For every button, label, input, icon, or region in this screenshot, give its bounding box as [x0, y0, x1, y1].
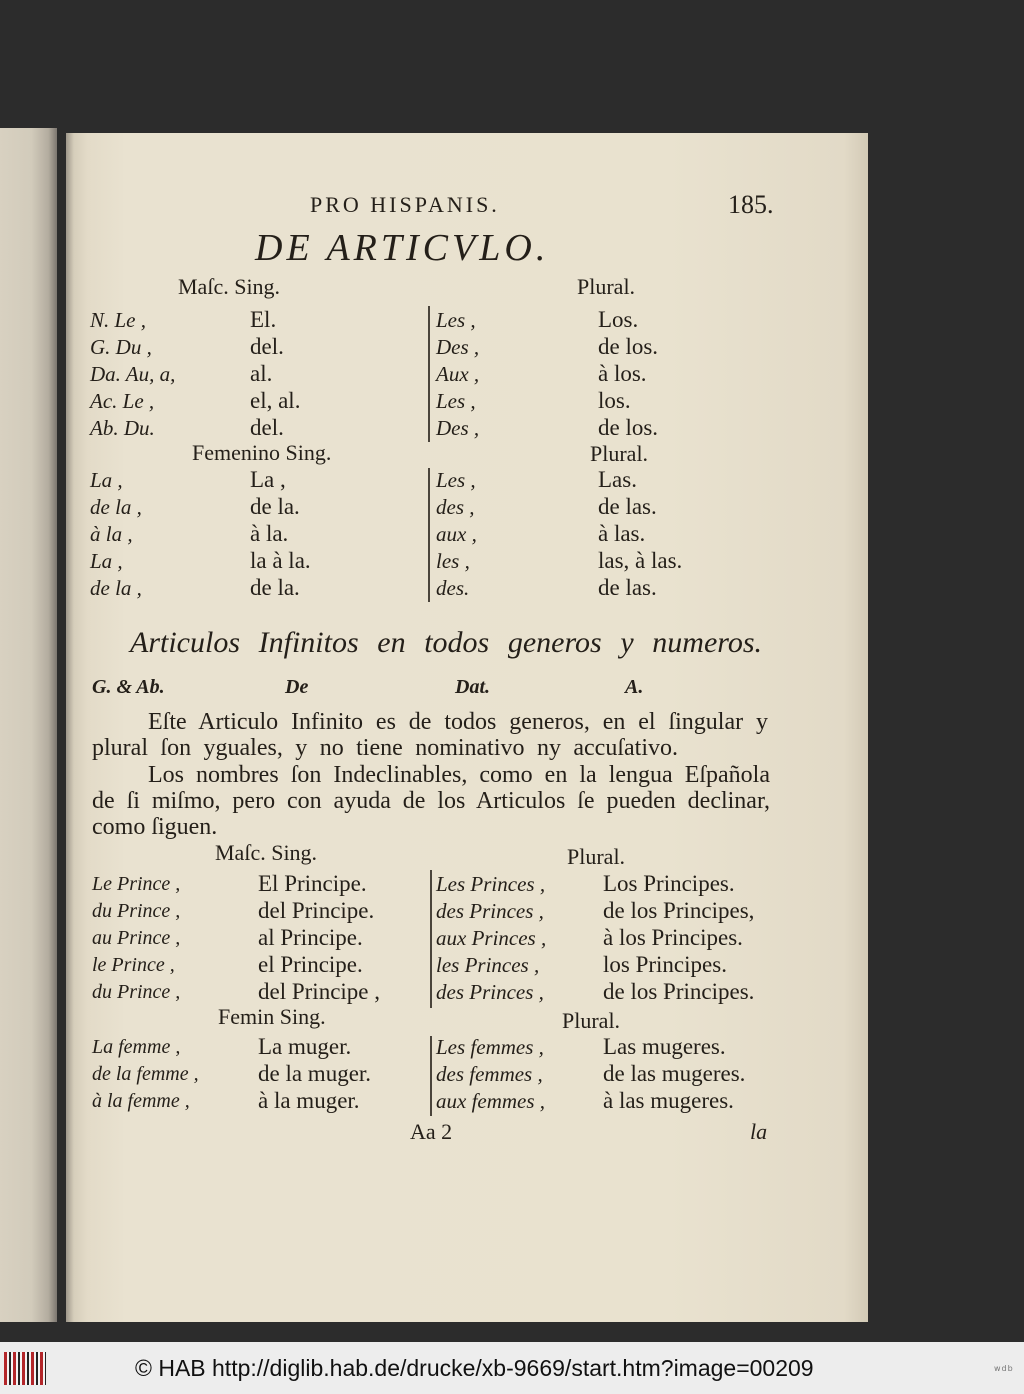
table-row	[66, 1061, 868, 1087]
table-row	[66, 952, 868, 978]
french-article: La ,	[90, 468, 123, 492]
spanish-noun-form: à la muger.	[258, 1088, 360, 1113]
french-article: Ab. Du.	[90, 416, 155, 440]
table-row	[66, 334, 868, 360]
french-article: G. Du ,	[90, 335, 152, 359]
paragraph-line: Los nombres ſon Indeclinables, como en la lengua Eſpañola	[148, 762, 770, 788]
table-row	[66, 575, 868, 601]
spanish-noun-form: al Principe.	[258, 925, 363, 950]
french-plural-article: Des ,	[436, 335, 480, 359]
fem-sing-label: Femin Sing.	[218, 1004, 326, 1029]
spanish-plural-form: à las mugeres.	[603, 1088, 734, 1113]
french-plural-article: Les ,	[436, 468, 476, 492]
spanish-article: el, al.	[250, 388, 301, 413]
spanish-plural-form: Los Principes.	[603, 871, 735, 896]
table-row	[66, 494, 868, 520]
french-plural-form: aux femmes ,	[436, 1089, 546, 1113]
french-plural-article: les ,	[436, 549, 470, 573]
spanish-article: de la.	[250, 494, 300, 519]
masc-sing-label: Maſc. Sing.	[215, 840, 318, 865]
spanish-noun-form: del Principe.	[258, 898, 375, 923]
table-row	[66, 415, 868, 441]
french-noun-form: du Prince ,	[92, 981, 181, 1003]
spanish-article: El.	[250, 307, 277, 332]
french-plural-form: des Princes ,	[436, 899, 544, 923]
plural-label: Plural.	[590, 441, 649, 466]
french-plural-form: Les Princes ,	[436, 872, 546, 896]
french-article: de la ,	[90, 576, 142, 600]
french-article: N. Le ,	[90, 308, 147, 332]
spanish-plural-article: de los.	[598, 415, 659, 440]
french-plural-article: Les ,	[436, 308, 476, 332]
table-row	[66, 898, 868, 924]
copyright-bar	[0, 1342, 1024, 1394]
plural-label: Plural.	[577, 274, 636, 299]
french-plural-form: des Princes ,	[436, 980, 544, 1004]
spanish-plural-article: las, à las.	[598, 548, 683, 573]
spanish-article: de la.	[250, 575, 300, 600]
table-row	[66, 361, 868, 387]
french-plural-article: aux ,	[436, 522, 477, 546]
masc-sing-label: Maſc. Sing.	[178, 274, 281, 299]
french-article: La ,	[90, 549, 123, 573]
signature-mark: Aa 2	[410, 1119, 453, 1144]
spanish-plural-article: Las.	[598, 467, 637, 492]
paragraph-line: Eſte Articulo Infinito es de todos generos, en el ſingular y	[148, 709, 768, 735]
spanish-noun-form: de la muger.	[258, 1061, 372, 1086]
book-page	[66, 133, 868, 1322]
french-article: de la ,	[90, 495, 142, 519]
paragraph-line: como ſiguen.	[92, 814, 218, 840]
spanish-plural-form: de los Principes,	[603, 898, 755, 923]
page-number: 185.	[728, 190, 774, 219]
wdb-badge: wdb	[994, 1364, 1014, 1373]
table-row	[66, 871, 868, 897]
running-head: PRO HISPANIS.	[310, 192, 500, 217]
spanish-plural-article: à las.	[598, 521, 646, 546]
french-plural-form: Les femmes ,	[436, 1035, 544, 1059]
french-article: à la ,	[90, 522, 133, 546]
spanish-plural-form: de las mugeres.	[603, 1061, 746, 1086]
french-plural-article: Aux ,	[436, 362, 480, 386]
spanish-plural-article: de los.	[598, 334, 659, 359]
previous-page-edge	[0, 128, 57, 1322]
french-noun-form: au Prince ,	[92, 927, 181, 949]
french-plural-article: des.	[436, 576, 470, 600]
page-title: DE ARTICVLO.	[255, 227, 550, 269]
spanish-plural-article: los.	[598, 388, 631, 413]
spanish-plural-article: Los.	[598, 307, 639, 332]
french-plural-article: Les ,	[436, 389, 476, 413]
spanish-article: del.	[250, 415, 284, 440]
table-row	[66, 1034, 868, 1060]
spanish-plural-form: los Principes.	[603, 952, 727, 977]
table-row	[66, 925, 868, 951]
spanish-noun-form: El Principe.	[258, 871, 367, 896]
french-plural-article: des ,	[436, 495, 475, 519]
table-row	[66, 467, 868, 493]
french-noun-form: à la femme ,	[92, 1090, 190, 1112]
spanish-noun-form: La muger.	[258, 1034, 352, 1059]
case-label: G. & Ab.	[92, 676, 165, 698]
spanish-article: al.	[250, 361, 273, 386]
french-noun-form: Le Prince ,	[92, 873, 181, 895]
paragraph-line: plural ſon yguales, y no tiene nominativo ny accuſativo.	[92, 735, 678, 761]
spanish-plural-form: Las mugeres.	[603, 1034, 726, 1059]
spanish-article: La ,	[250, 467, 286, 492]
table-row	[66, 307, 868, 333]
spanish-article: à la.	[250, 521, 289, 546]
fem-sing-label: Femenino Sing.	[192, 440, 332, 465]
french-plural-article: Des ,	[436, 416, 480, 440]
spanish-noun-form: del Principe ,	[258, 979, 380, 1004]
spanish-plural-form: à los Principes.	[603, 925, 743, 950]
spanish-plural-form: de los Principes.	[603, 979, 755, 1004]
french-noun-form: le Prince ,	[92, 954, 175, 976]
plural-label: Plural.	[562, 1008, 621, 1033]
french-noun-form: La femme ,	[92, 1036, 181, 1058]
table-row	[66, 521, 868, 547]
case-label: De	[285, 676, 309, 698]
french-plural-form: des femmes ,	[436, 1062, 543, 1086]
spanish-plural-article: de las.	[598, 494, 657, 519]
table-row	[66, 1088, 868, 1114]
spanish-plural-article: à los.	[598, 361, 647, 386]
copyright-notice: © HAB http://diglib.hab.de/drucke/xb-9669/start.htm?image=00209	[135, 1355, 814, 1381]
french-plural-form: aux Princes ,	[436, 926, 547, 950]
spanish-article: la à la.	[250, 548, 311, 573]
catchword: la	[750, 1119, 768, 1144]
case-label: Dat.	[455, 676, 490, 698]
table-row	[66, 979, 868, 1005]
spanish-plural-article: de las.	[598, 575, 657, 600]
paragraph-line: de ſi miſmo, pero con ayuda de los Articulos ſe pueden declinar,	[92, 788, 770, 814]
plural-label: Plural.	[567, 844, 626, 869]
spanish-noun-form: el Principe.	[258, 952, 363, 977]
french-article: Da. Au, a,	[90, 362, 176, 386]
french-article: Ac. Le ,	[90, 389, 155, 413]
table-row	[66, 548, 868, 574]
spanish-article: del.	[250, 334, 284, 359]
french-plural-form: les Princes ,	[436, 953, 540, 977]
french-noun-form: de la femme ,	[92, 1063, 199, 1085]
section-heading: Articulos Infinitos en todos generos y numeros.	[130, 626, 762, 659]
hab-logo-icon	[4, 1352, 46, 1385]
french-noun-form: du Prince ,	[92, 900, 181, 922]
case-label: A.	[625, 676, 644, 698]
table-row	[66, 388, 868, 414]
